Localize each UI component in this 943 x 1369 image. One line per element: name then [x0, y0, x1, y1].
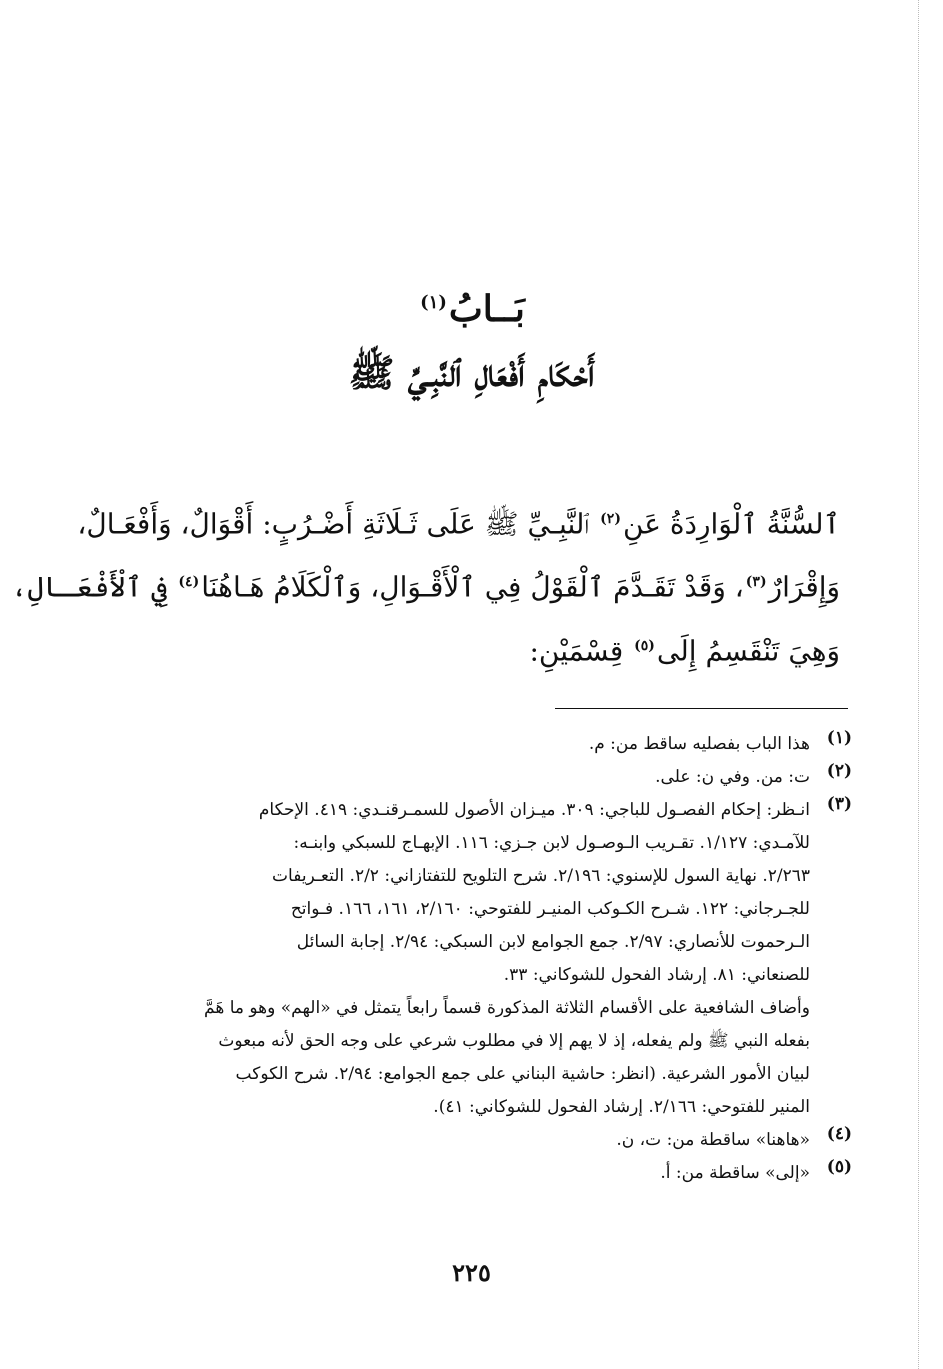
footnote-line: وأضاف الشافعية على الأقسام الثلاثة المذكورة قسماً رابعاً يتمثل في «الهم» وهو ما هَمَّ: [204, 998, 810, 1018]
body-text-segment: ٱلنَّبِـيِّ ﷺ عَلَى ثَـلَاثَةِ أَضْـرُبٍ: أَقْوَالٌ، وَأَفْعَـالٌ،: [77, 507, 590, 541]
footnote-number: (١): [826, 728, 852, 748]
footnote-line: لبيان الأمور الشرعية. (انظر: حاشية البناني على جمع الجوامع: ٢/٩٤. شرح الكوكب: [235, 1064, 810, 1084]
footnote-line: المنير للفتوحي: ٢/١٦٦. إرشاد الفحول للشوكاني: ٤١).: [433, 1097, 810, 1117]
chapter-note-ref: (١): [420, 292, 447, 313]
footnote-4: [100, 1124, 852, 1157]
note-ref-4: (٤): [178, 574, 200, 591]
body-text-segment: وَإِقْرَارٌ: [768, 570, 840, 604]
footnote-number: (٣): [826, 794, 852, 814]
note-ref-2: (٢): [600, 511, 621, 527]
body-text: [10, 490, 840, 680]
footnote-line: ٢/٢٦٣. نهاية السول للإسنوي: ٢/١٩٦. شرح التلويح للتفتازاني: ٢/٢. التعـريفات: [272, 866, 810, 886]
footnote-line: انـظر: إحكام الفصـول للباجي: ٣٠٩. ميـزان الأصول للسمـرقنـدي: ٤١٩. الإحكام: [258, 800, 810, 820]
footnote-line: للصنعاني: ٨١. إرشاد الفحول للشوكاني: ٣٣.: [503, 965, 810, 985]
scan-edge-line: [918, 0, 920, 1369]
footnote-line: للجـرجاني: ١٢٢. شـرح الكـوكب المنيـر للفتوحي: ٢/١٦٠، ١٦١، ١٦٦. فـواتح: [290, 899, 810, 919]
footnote-number: (٢): [826, 761, 852, 781]
body-line-3: [100, 617, 840, 680]
footnote-line: بفعله النبي ﷺ ولم يفعله، إذ لا يهم إلا في مطلوب شرعي على وجه الحق لأنه مبعوث: [218, 1031, 810, 1051]
footnote-line: «إلى» ساقطة من: أ.: [660, 1163, 810, 1183]
chapter-heading: [0, 288, 943, 330]
chapter-word: بَــابُ: [448, 288, 525, 330]
body-line-1: [77, 490, 840, 553]
footnote-2: [100, 761, 852, 794]
body-text-segment: ٱلسُّنَّةُ ٱلْوَارِدَةُ عَنِ: [622, 507, 840, 541]
body-line-2: [10, 553, 840, 616]
note-ref-3: (٣): [745, 574, 767, 591]
body-text-segment: وَهِيَ تَنْقَسِمُ إِلَى: [656, 633, 840, 667]
footnote-number: (٥): [826, 1157, 852, 1177]
footnote-line: هذا الباب بفصليه ساقط من: م.: [588, 734, 810, 754]
footnotes: [100, 728, 852, 1190]
chapter-title: أَحْكَامِ أَفْعَالِ ٱلنَّبِـيِّ ﷺ: [348, 350, 595, 395]
page-number: ٢٢٥: [452, 1258, 491, 1287]
footnote-3-continuation: [100, 992, 852, 1124]
body-text-segment: ، وَقَدْ تَقَـدَّمَ ٱلْقَوْلُ فِي ٱلْأَقْـوَالِ، وَٱلْكَلَامُ هَـاهُنَا: [201, 570, 744, 604]
footnote-line: الـرحموت للأنصاري: ٢/٩٧. جمع الجوامع لابن السبكي: ٢/٩٤. إجابة السائل: [296, 932, 810, 952]
footnote-separator: [555, 708, 848, 709]
footnote-1: [100, 728, 852, 761]
footnote-5: [100, 1157, 852, 1190]
note-ref-5: (٥): [634, 637, 655, 654]
footnote-line: للآمـدي: ١/١٢٧. تقـريب الـوصـول لابن جـزي: ١١٦. الإبهـاج للسبكي وابنـه:: [293, 833, 810, 853]
body-text-segment: قِسْمَيْنِ:: [529, 633, 624, 667]
footnote-number: (٤): [826, 1124, 852, 1144]
footnote-line: «هاهنا» ساقطة من: ت، ن.: [616, 1130, 810, 1150]
body-text-segment: فِي ٱلْأَفْعَـالِ،: [10, 570, 168, 604]
footnote-3: [100, 794, 852, 992]
footnote-line: ت: من. وفي ن: على.: [655, 767, 810, 787]
